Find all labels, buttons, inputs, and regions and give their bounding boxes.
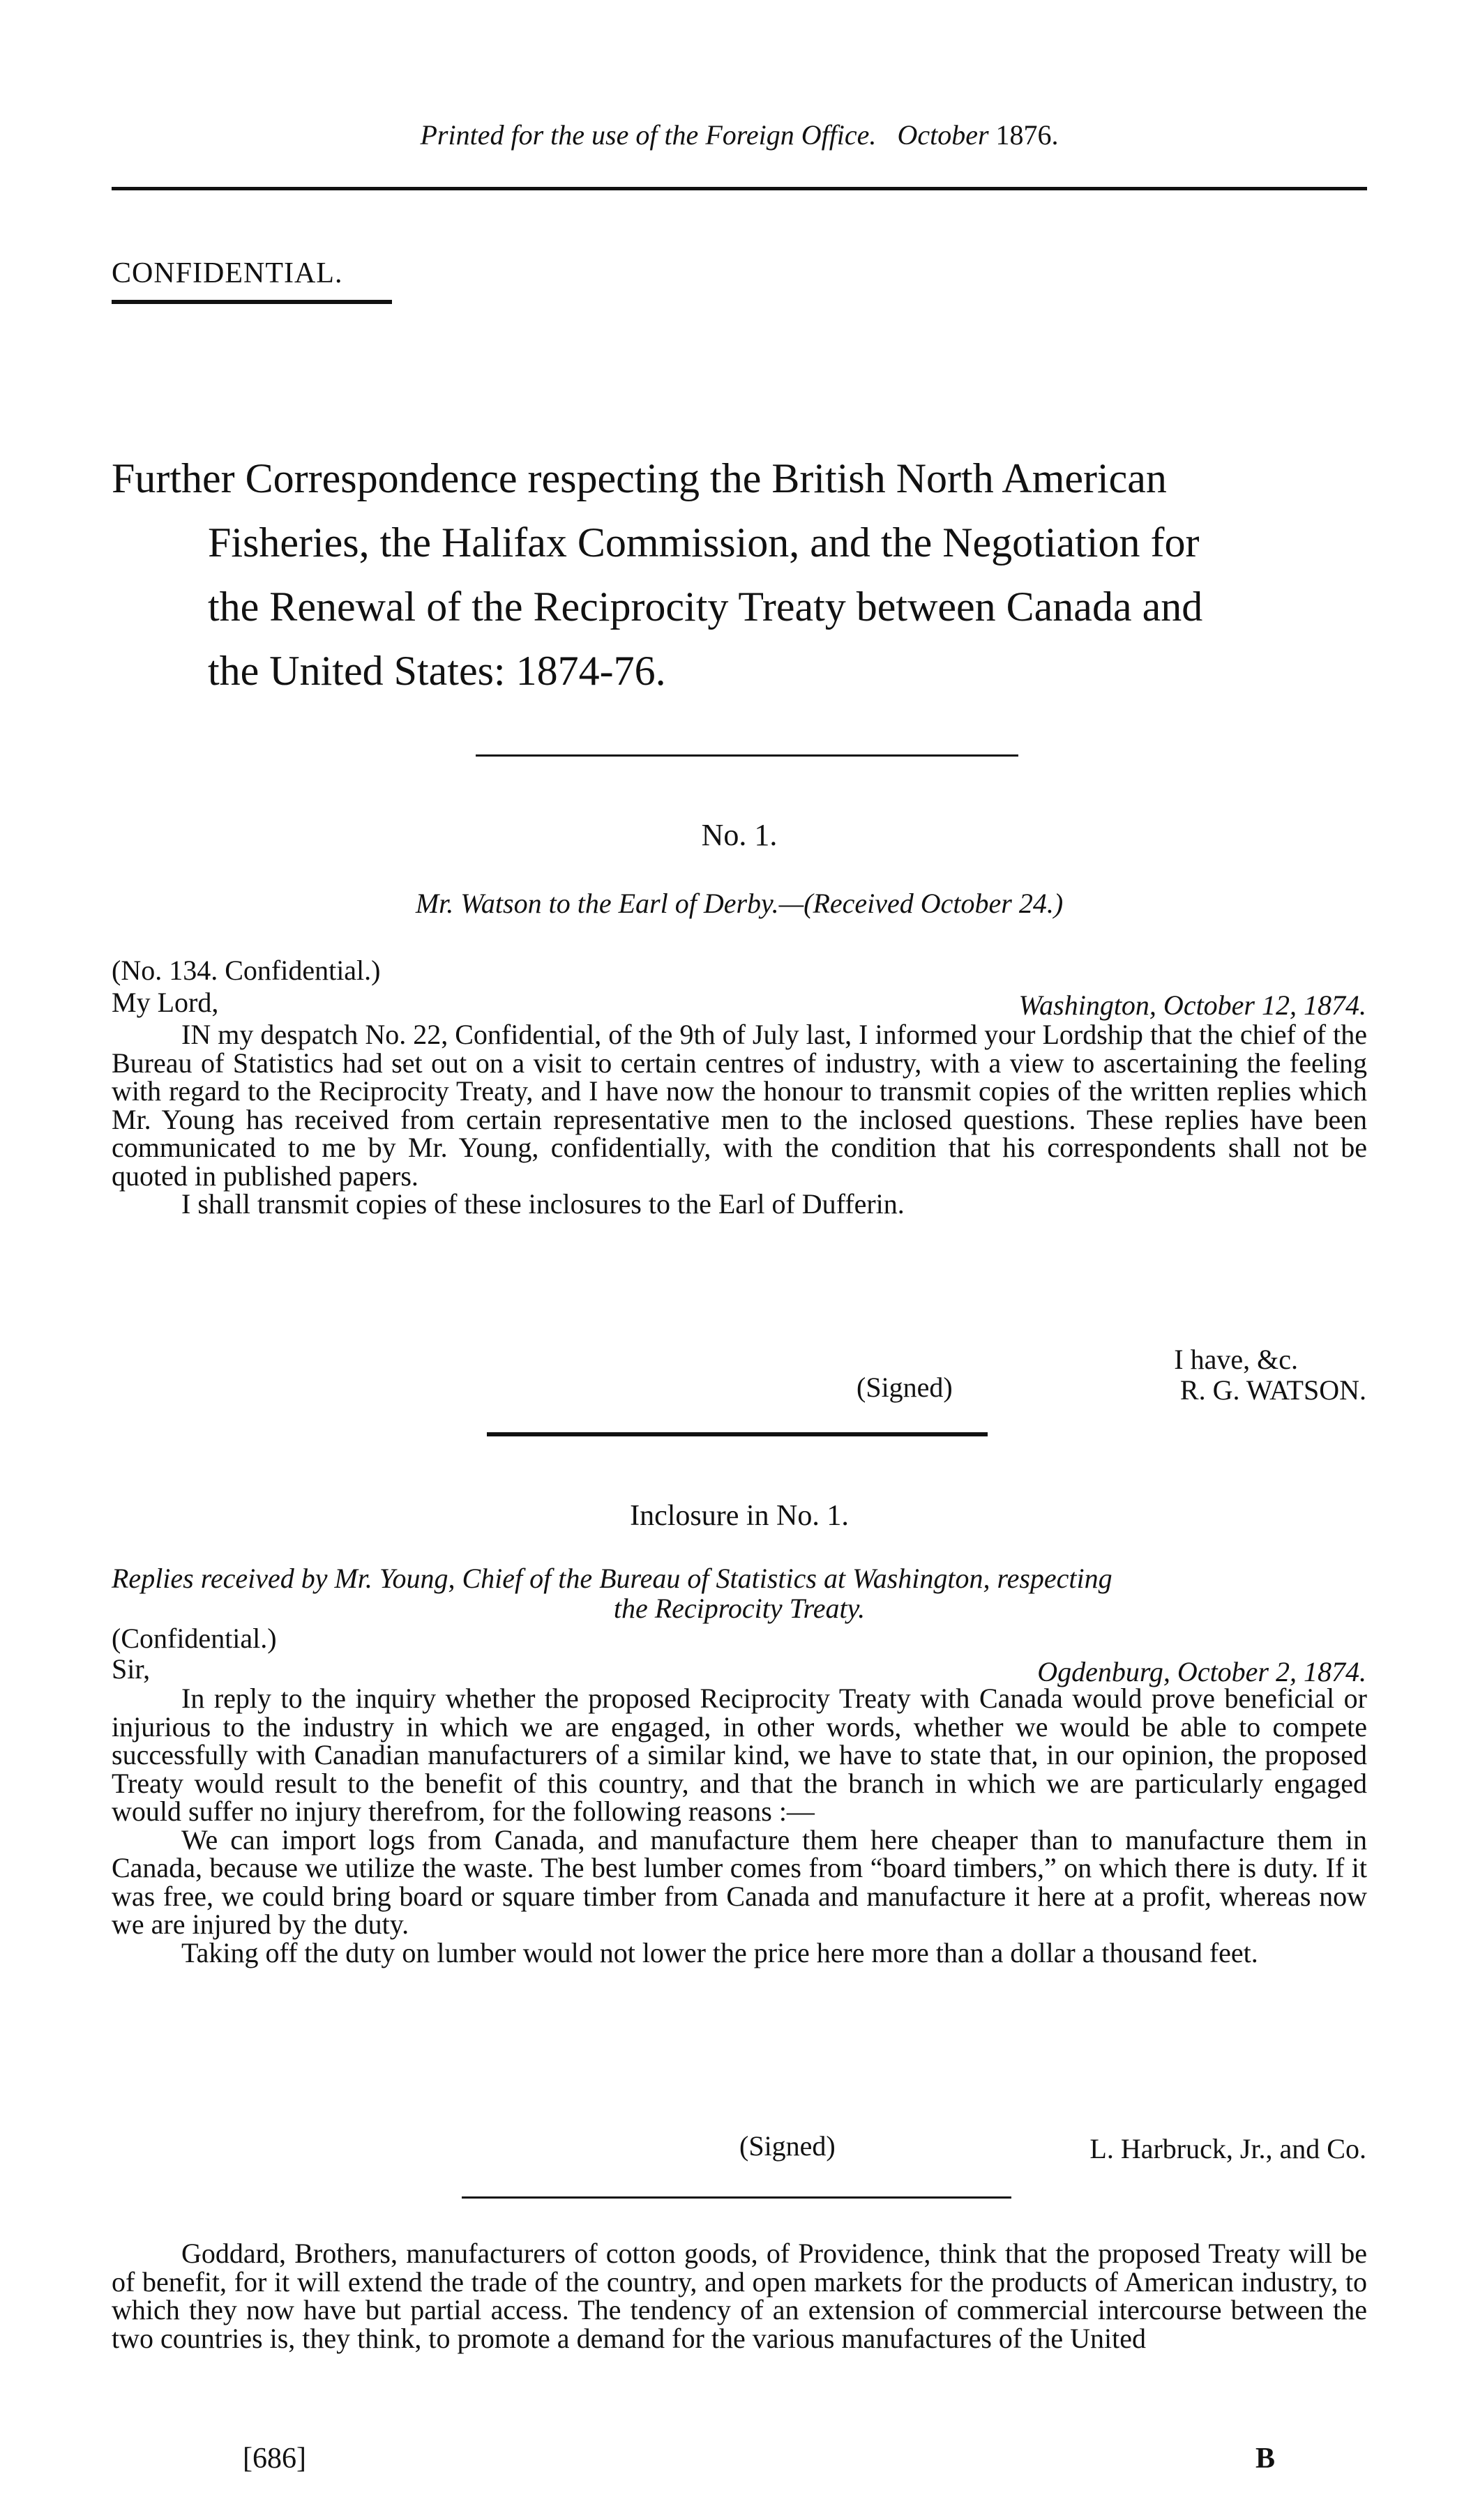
title-line-4: the United States: 1874-76. — [208, 648, 666, 694]
inclosure-place-date: Ogdenburg, October 2, 1874. — [1037, 1656, 1366, 1687]
despatch-paragraph: I shall transmit copies of these inclosures to the Earl of Dufferin. — [181, 1188, 905, 1220]
despatch-reference: (No. 134. Confidential.) — [112, 955, 381, 986]
salutation: My Lord, — [112, 987, 219, 1018]
inclosure-paragraph: In reply to the inquiry whether the proposed Reciprocity Treaty with Canada would prove beneficial or injurious to the industry in which we are engaged, in other words, whether we would be able to compete successfully with Canadian manufacturers of a similar kind, we have to state that, in our opinion, the proposed Treaty would result to the benefit of this country, and that the branch in which we are particularly engaged would suffer no injury therefrom, for the following reasons :— — [112, 1683, 1367, 1827]
header-year: 1876. — [995, 119, 1059, 151]
title-line-2: Fisheries, the Halifax Commission, and the Negotiation for — [208, 519, 1200, 566]
confidential-label: CONFIDENTIAL. — [112, 257, 343, 289]
inclosure-body — [112, 1685, 1367, 1967]
printed-for-text: Printed for the use of the Foreign Office. — [420, 119, 877, 151]
print-header — [112, 119, 1367, 151]
place-date: Washington, October 12, 1874. — [1018, 989, 1366, 1021]
goddard-paragraph: Goddard, Brothers, manufacturers of cotton goods, of Providence, think that the proposed Treaty will be of benefit, for it will extend the trade of the country, and open markets for the products of American industry, to which they now have but partial access. The tendency of an extension of commercial intercourse between the two countries is, they think, to promote a demand for the various manufactures of the United — [112, 2238, 1367, 2354]
title-line-3: the Renewal of the Reciprocity Treaty between Canada and — [208, 584, 1203, 630]
header-rule — [112, 187, 1367, 190]
inclosure-paragraph: Taking off the duty on lumber would not lower the price here more than a dollar a thousand feet. — [181, 1936, 1258, 1968]
title-line-1: Further Correspondence respecting the British North American — [112, 455, 1167, 501]
section-divider — [487, 1432, 988, 1436]
inclosure-signatory: L. Harbruck, Jr., and Co. — [1089, 2133, 1366, 2164]
title-divider — [476, 754, 1018, 757]
document-caption: Mr. Watson to the Earl of Derby.—(Received October 24.) — [415, 888, 1064, 919]
inclosure-divider — [462, 2196, 1011, 2199]
inclosure-paragraph: We can import logs from Canada, and manufacture them here cheaper than to manufacture them in Canada, because we utilize the waste. The best lumber comes from “board timbers,” on which there is duty. If it was free, we could bring board or square timber from Canada and manufacture it here at a profit, whereas now we are injured by the duty. — [112, 1823, 1367, 1940]
goddard-body — [112, 2240, 1367, 2353]
header-month: October — [897, 119, 989, 151]
print-number: [686] — [243, 2443, 306, 2475]
signature-mark: B — [1255, 2443, 1276, 2475]
document-title — [112, 446, 1381, 703]
inclosure-heading: Inclosure in No. 1. — [630, 1500, 849, 1532]
document-number: No. 1. — [701, 818, 778, 852]
despatch-body — [112, 1021, 1367, 1219]
closing: I have, &c. — [1174, 1344, 1298, 1375]
signed-label: (Signed) — [857, 1372, 953, 1403]
despatch-paragraph: IN my despatch No. 22, Confidential, of the 9th of July last, I informed your Lordship that the chief of the Bureau of Statistics had set out on a visit to certain centres of industry, with a view to ascertaining the feeling with regard to the Reciprocity Treaty, and I have now the honour to transmit copies of the written replies which Mr. Young has received from certain representative men to the inclosed questions. These replies have been communicated to me by Mr. Young, confidentially, with the condition that his correspondents shall not be quoted in published papers. — [112, 1019, 1367, 1192]
inclosure-caption-line-2: the Reciprocity Treaty. — [613, 1593, 866, 1624]
confidential-underline — [112, 300, 392, 304]
signatory: R. G. WATSON. — [1179, 1374, 1366, 1406]
inclosure-reference: (Confidential.) — [112, 1623, 277, 1654]
inclosure-salutation: Sir, — [112, 1653, 151, 1685]
inclosure-signed-label: (Signed) — [739, 2130, 836, 2162]
inclosure-caption-line-1: Replies received by Mr. Young, Chief of the Bureau of Statistics at Washington, respecting — [112, 1563, 1112, 1594]
